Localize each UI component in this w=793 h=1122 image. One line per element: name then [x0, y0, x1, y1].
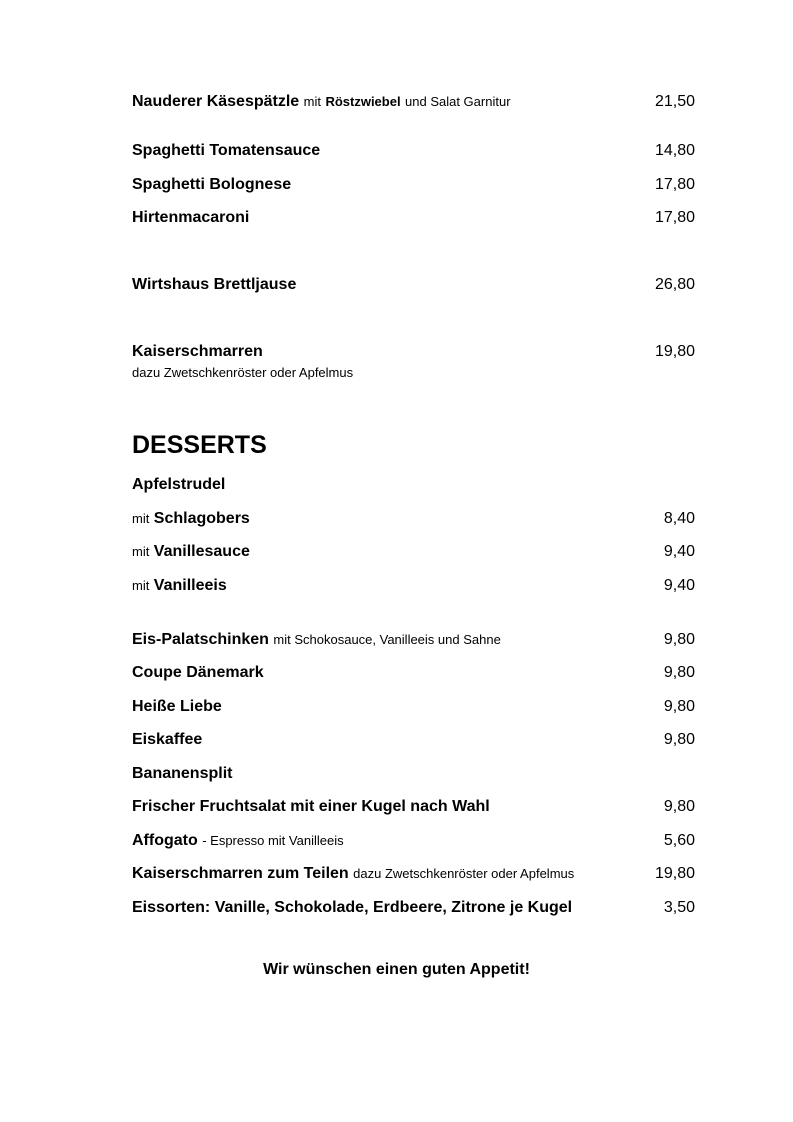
item-name: Frischer Fruchtsalat mit einer Kugel nach Wahl: [132, 798, 490, 815]
dessert-item: [132, 629, 695, 655]
option-prefix: mit: [132, 578, 150, 593]
menu-item-spaghetti-bolognese: [132, 174, 695, 200]
item-price: 21,50: [654, 93, 695, 110]
item-price: 9,80: [663, 698, 695, 715]
item-price: 3,50: [663, 899, 695, 916]
apfelstrudel-option: [132, 541, 695, 567]
dessert-item: [132, 830, 695, 856]
item-description: dazu Zwetschkenröster oder Apfelmus: [132, 365, 354, 380]
item-name: Eiskaffee: [132, 731, 203, 748]
dessert-item: [132, 763, 695, 789]
item-price: 17,80: [654, 176, 695, 193]
dessert-item: [132, 897, 695, 923]
option-prefix: mit: [132, 511, 150, 526]
item-price: 19,80: [654, 343, 695, 360]
item-extra-suffix: und Salat Garnitur: [405, 94, 511, 109]
item-name: Heiße Liebe: [132, 698, 222, 715]
option-name: Vanilleeis: [153, 577, 227, 594]
dessert-item: [132, 662, 695, 688]
item-price: 17,80: [654, 209, 695, 226]
item-price: 9,80: [663, 731, 695, 748]
item-name: Affogato: [132, 832, 198, 849]
item-price: 9,40: [663, 543, 695, 560]
item-name: Eis-Palatschinken: [132, 631, 269, 648]
item-price: 9,80: [663, 798, 695, 815]
menu-item-spaghetti-tomatensauce: [132, 140, 695, 166]
item-extra: dazu Zwetschkenröster oder Apfelmus: [353, 866, 575, 881]
item-extra-prefix: mit: [303, 94, 321, 109]
item-price: 14,80: [654, 142, 695, 159]
item-price: 9,80: [663, 664, 695, 681]
option-name: Schlagobers: [153, 510, 250, 527]
dessert-item: [132, 696, 695, 722]
item-extra-bold: Röstzwiebel: [325, 94, 401, 109]
item-price: 19,80: [654, 865, 695, 882]
item-name: Apfelstrudel: [132, 476, 226, 493]
item-name: Eissorten: Vanille, Schokolade, Erdbeere, Zitrone je Kugel: [132, 899, 573, 916]
item-name: Nauderer Käsespätzle: [132, 93, 300, 110]
item-name: Bananensplit: [132, 765, 233, 782]
item-name: Kaiserschmarren: [132, 343, 263, 360]
item-name: Spaghetti Bolognese: [132, 176, 292, 193]
section-heading-desserts: DESSERTS: [132, 431, 267, 459]
menu-item-kaesespaetzle: [132, 91, 695, 117]
menu-item-brettljause: [132, 274, 695, 300]
item-price: 9,40: [663, 577, 695, 594]
apfelstrudel-option: [132, 508, 695, 534]
item-name: Kaiserschmarren zum Teilen: [132, 865, 349, 882]
item-price: 8,40: [663, 510, 695, 527]
item-price: 5,60: [663, 832, 695, 849]
item-name: Wirtshaus Brettljause: [132, 276, 297, 293]
item-name: Hirtenmacaroni: [132, 209, 250, 226]
item-name: Coupe Dänemark: [132, 664, 264, 681]
item-extra: - Espresso mit Vanilleeis: [202, 833, 344, 848]
dessert-item: [132, 796, 695, 822]
dessert-item: [132, 729, 695, 755]
apfelstrudel-option: [132, 575, 695, 601]
option-prefix: mit: [132, 544, 150, 559]
item-price: 26,80: [654, 276, 695, 293]
footer-message: Wir wünschen einen guten Appetit!: [263, 961, 530, 978]
dessert-apfelstrudel-title: [132, 474, 695, 500]
menu-item-hirtenmacaroni: [132, 207, 695, 233]
item-name: Spaghetti Tomatensauce: [132, 142, 321, 159]
option-name: Vanillesauce: [153, 543, 250, 560]
item-price: 9,80: [663, 631, 695, 648]
item-extra: mit Schokosauce, Vanilleeis und Sahne: [273, 632, 501, 647]
dessert-item: [132, 863, 695, 889]
